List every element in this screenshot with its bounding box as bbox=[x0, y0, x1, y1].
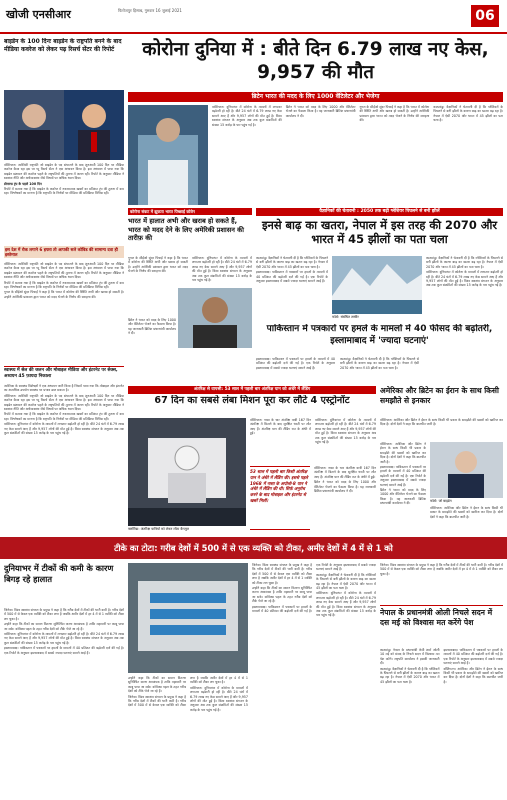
iran-headline-box bbox=[380, 386, 503, 416]
health-body-text-4: वाशिंगटन। दुनियाभर में कोरोना के मामलों में लगातार बढ़ोतरी हो रही है। बीते 24 घंटों में 6.79 लाख नए केस सामने आए हैं और 9,957 लोगों की मौत हुई है। विश्व स्वास्थ्य संगठन के अनुसार अब तक कुल संक्रमितों की संख्या 15 करोड़ के पार पहुंच गई है। bbox=[4, 422, 124, 436]
biden-photo-svg bbox=[430, 442, 503, 498]
astronaut-caption-text: फ्लोरिडा: अंतरिक्ष यात्रियों को लेकर लौटा कैप्सूल bbox=[128, 527, 189, 531]
corona-photo bbox=[128, 105, 208, 205]
vaccine-body-left-text: जिनेवा। विश्व स्वास्थ्य संगठन के प्रमुख ने कहा है कि गरीब देशों में टीकों की भारी कमी है। गरीब देशों में 500 में से केवल एक व्यक्ति को टीका लगा है जबकि अमीर देशों में हर 4 में से 1 व्यक्ति को टीका लग चुका है। bbox=[4, 608, 124, 621]
corona-body-text-2: ब्रिटेन ने भारत को मदद के लिए 1000 और वेंटिलेटर भेजने का फैसला किया है। यह जानकारी ब्रिटिश प्रधानमंत्री कार्यालय ने दी। bbox=[285, 105, 356, 118]
vaccine-headline-box bbox=[4, 563, 124, 603]
nepal-body-text-2: काठमांडू। वैज्ञानिकों ने चेतावनी दी है कि ग्लेशियरों के पिघलने से बनी झीलों के कारण बाढ़ का खतरा बढ़ रहा है। नेपाल में ऐसी 2070 और भारत में 45 झीलों का पता चला है। bbox=[380, 666, 440, 684]
vaccine-body-right bbox=[252, 563, 376, 796]
vaccine-body-left-text-3: वाशिंगटन। दुनियाभर में कोरोना के मामलों में लगातार बढ़ोतरी हो रही है। बीते 24 घंटों में 6.79 लाख नए केस सामने आए हैं और 9,957 लोगों की मौत हुई है। विश्व स्वास्थ्य संगठन के अनुसार अब तक कुल संक्रमितों की संख्या 15 करोड़ के पार पहुंच गई है। bbox=[4, 632, 124, 645]
iran-body-text: वॉशिंगटन। अमेरिका और ब्रिटेन ने ईरान के साथ किसी भी प्रकार के समझौते की खबरों को खारिज कर दिया है। दोनों देशों ने कहा कि बातचीत जारी है। bbox=[380, 418, 503, 427]
biden-photo-caption bbox=[430, 499, 503, 505]
vaccine-body-left bbox=[4, 608, 124, 796]
glacier-caption bbox=[332, 315, 422, 323]
astronaut-photo bbox=[128, 418, 246, 526]
glacier-body-text-2: इस्लामाबाद। पाकिस्तान में पत्रकारों पर हमलों के मामलों में 40 प्रतिशत की बढ़ोतरी दर्ज की गई है। एक रिपोर्ट के अनुसार इस्लामाबाद में सबसे ज्यादा घटनाएं सामने आई हैं। bbox=[256, 270, 328, 284]
space-quote-box bbox=[250, 466, 310, 530]
biden-body bbox=[4, 163, 124, 243]
corona-banner bbox=[128, 92, 503, 102]
glacier-headline: इनसे बाढ़ का खतरा, नेपाल में इस तरह की 2070 और भारत में 45 झीलों का पता चला bbox=[261, 218, 498, 246]
pichai-body-text-3: ब्रिटेन ने भारत को मदद के लिए 1000 और वेंटिलेटर भेजने का फैसला किया है। यह जानकारी ब्रिटिश प्रधानमंत्री कार्यालय ने दी। bbox=[128, 318, 176, 336]
astronaut-caption bbox=[128, 527, 246, 533]
iran-body-left-text-3: ब्रिटेन ने भारत को मदद के लिए 1000 और वेंटिलेटर भेजने का फैसला किया है। यह जानकारी ब्रिटिश प्रधानमंत्री कार्यालय ने दी। bbox=[380, 488, 426, 506]
space-banner-text: अंतरिक्ष से वापसी: 53 साल में पहली बार अंतरिक्ष यान को अंधेरे में लैंडिंग bbox=[193, 387, 311, 392]
glacier-body bbox=[256, 256, 328, 322]
glacier-headline-box bbox=[256, 218, 503, 252]
vaccine-headline: दुनियाभर में टीकों की कमी के कारण बिगड़ रहे हालात bbox=[4, 563, 114, 584]
pichai-body-2 bbox=[128, 318, 176, 348]
iran-body bbox=[380, 418, 503, 440]
vaccine-photo bbox=[128, 563, 248, 673]
space-quote: 53 साल में पहली बार किसी अंतरिक्ष यान ने अंधेरे में लैंडिंग की। इससे पहले 1968 में नासा के अपोलो-8 यान ने अंधेरे में लैंडिंग की थी। सिर्फ़ अनुरोध करने के बाद मोबाइल और इंटरनेट से खबरें मिलीं। bbox=[250, 469, 308, 503]
nepal-body bbox=[380, 648, 503, 796]
page-header bbox=[0, 0, 507, 34]
glacier-photo-svg bbox=[332, 256, 422, 314]
vaccine-body-left-text-4: इस्लामाबाद। पाकिस्तान में पत्रकारों पर हमलों के मामलों में 40 प्रतिशत की बढ़ोतरी दर्ज की गई है। एक रिपोर्ट के अनुसार इस्लामाबाद में सबसे ज्यादा घटनाएं सामने आई हैं। bbox=[4, 646, 124, 655]
vaccine-body-left-text-2: उन्होंने कहा कि टीकों का समान वितरण सुनिश्चित करना आवश्यक है ताकि महामारी पर काबू पाया जा सके। कोवैक्स पहल के तहत गरीब देशों को टीके भेजे जा रहे हैं। bbox=[4, 622, 124, 631]
corona-body-text-3: गूगल के सीईओ सुंदर पिचाई ने कहा है कि भारत में कोरोना की स्थिति अभी और खराब हो सकती है। उन्होंने अमेरिकी प्रशासन द्वारा भारत को मदद भेजने के निर्णय की सराहना की। bbox=[359, 105, 430, 123]
brand-name: खोजी एनसीआर bbox=[6, 8, 71, 21]
corona-headline: कोरोना दुनिया में : बीते दिन 6.79 लाख नए केस, 9,957 की मौत bbox=[142, 39, 489, 83]
space-body-2 bbox=[314, 466, 376, 530]
health-headline: स्वास्थ्य में सेल की जलन और मोबाइल मीडिया और इंटरनेट पर सेक्स, अध्ययन 45 फ़ायदा निकाला bbox=[4, 368, 118, 379]
health-article-header bbox=[4, 366, 124, 382]
pakistan-body-text-2: काठमांडू। वैज्ञानिकों ने चेतावनी दी है कि ग्लेशियरों के पिघलने से बनी झीलों के कारण बाढ़ का खतरा बढ़ रहा है। नेपाल में ऐसी 2070 और भारत में 45 झीलों का पता चला है। bbox=[340, 357, 419, 370]
iran-body-left bbox=[380, 442, 426, 530]
pichai-banner-text: कोरोना संकट में झुकता भारत पिच्छाई कोवेन bbox=[130, 209, 195, 214]
pichai-body-text: गूगल के सीईओ सुंदर पिचाई ने कहा है कि भारत में कोरोना की स्थिति अभी और खराब हो सकती है। उन्होंने अमेरिकी प्रशासन द्वारा भारत को मदद भेजने के निर्णय की सराहना की। bbox=[128, 256, 188, 274]
page-number: 06 bbox=[471, 5, 499, 27]
left-col-body bbox=[4, 262, 124, 362]
pichai-banner bbox=[128, 208, 252, 215]
shaded-headline: इस देश में रोक लगाने 6 हफ्ता तो आपकी सले कोविड की सामान्य दवा ही इस्तेमाल bbox=[5, 247, 118, 257]
pakistan-body-text: इस्लामाबाद। पाकिस्तान में पत्रकारों पर हमलों के मामलों में 40 प्रतिशत की बढ़ोतरी दर्ज की गई है। एक रिपोर्ट के अनुसार इस्लामाबाद में सबसे ज्यादा घटनाएं सामने आई हैं। bbox=[256, 357, 335, 370]
left-col-text-2: रिपोर्ट में बताया गया है कि बाइडेन के कवरेज में नकारात्मक खबरों का प्रतिशत ट्रंप की तुलना में कम रहा। विश्लेषकों का मानना है कि राष्ट्रपति के निर्णयों पर मीडिया की प्रतिक्रिया विभिन्न रही। bbox=[4, 280, 124, 290]
vaccine-body-center-text: उन्होंने कहा कि टीकों का समान वितरण सुनिश्चित करना आवश्यक है ताकि महामारी पर काबू पाया जा सके। कोवैक्स पहल के तहत गरीब देशों को टीके भेजे जा रहे हैं। bbox=[128, 676, 186, 694]
nepal-body-text: काठमांडू। नेपाल के प्रधानमंत्री केपी शर्मा ओली 10 मई को संसद के निचले सदन में विश्वास मत पेश करेंगे। राष्ट्रपति कार्यालय ने इसकी जानकारी दी। bbox=[380, 648, 440, 666]
vaccine-banner-text: टीके का टोटा: गरीब देशों में 500 में से एक व्यक्ति को टीका, अमीर देशों में 4 में से 1 को bbox=[114, 543, 393, 553]
space-headline: 67 दिन का सबसे लंबा मिशन पूरा कर लौटे 4 एस्ट्रोनॉट bbox=[154, 395, 350, 406]
health-body-text-3: रिपोर्ट में बताया गया है कि बाइडेन के कवरेज में नकारात्मक खबरों का प्रतिशत ट्रंप की तुलना में कम रहा। विश्लेषकों का मानना है कि राष्ट्रपति के निर्णयों पर मीडिया की प्रतिक्रिया विभिन्न रही। bbox=[4, 412, 124, 421]
space-body bbox=[250, 418, 376, 464]
corona-photo-svg bbox=[128, 105, 208, 205]
left-col-text: वॉशिंगटन। अमेरिकी राष्ट्रपति जो बाइडेन के पद संभालने के बाद शुरुआती 100 दिन पर मीडिया कवरेज कैसा रहा इस पर प्यू रिसर्च सेंटर ने एक अध्ययन किया है। इस अध्ययन में पाया गया कि बाइडेन प्रशासन की कवरेज पहले के राष्ट्रपतियों की तुलना में अलग रही। रिपोर्ट के अनुसार मीडिया ने स्वास्थ्य नीति और अर्थव्यवस्था जैसे विषयों पर अधिक ध्यान दिया। bbox=[4, 262, 124, 280]
health-body-text-2: वॉशिंगटन। अमेरिकी राष्ट्रपति जो बाइडेन के पद संभालने के बाद शुरुआती 100 दिन पर मीडिया कवरेज कैसा रहा इस पर प्यू रिसर्च सेंटर ने एक अध्ययन किया है। इस अध्ययन में पाया गया कि बाइडेन प्रशासन की कवरेज पहले के राष्ट्रपतियों की तुलना में अलग रही। रिपोर्ट के अनुसार मीडिया ने स्वास्थ्य नीति और अर्थव्यवस्था जैसे विषयों पर अधिक ध्यान दिया। bbox=[4, 393, 124, 412]
biden-trump-photo bbox=[4, 90, 124, 160]
vaccine-body-right-text-2: उन्होंने कहा कि टीकों का समान वितरण सुनिश्चित करना आवश्यक है ताकि महामारी पर काबू पाया जा सके। कोवैक्स पहल के तहत गरीब देशों को टीके भेजे जा रहे हैं। bbox=[252, 586, 312, 604]
pichai-body-text-2: वाशिंगटन। दुनियाभर में कोरोना के मामलों में लगातार बढ़ोतरी हो रही है। बीते 24 घंटों में 6.79 लाख नए केस सामने आए हैं और 9,957 लोगों की मौत हुई है। विश्व स्वास्थ्य संगठन के अनुसार अब तक कुल संक्रमितों की संख्या 15 करोड़ के पार पहुंच गई है। bbox=[192, 256, 252, 283]
vaccine-banner bbox=[0, 537, 507, 559]
pakistan-headline-box bbox=[256, 324, 503, 356]
space-headline-box bbox=[128, 395, 376, 415]
corona-body bbox=[212, 105, 503, 205]
vaccine-body-far-right bbox=[380, 563, 503, 603]
glacier-body-right-text-2: वाशिंगटन। दुनियाभर में कोरोना के मामलों में लगातार बढ़ोतरी हो रही है। बीते 24 घंटों में 6.79 लाख नए केस सामने आए हैं और 9,957 लोगों की मौत हुई है। विश्व स्वास्थ्य संगठन के अनुसार अब तक कुल संक्रमितों की संख्या 15 करोड़ के पार पहुंच गई है। bbox=[426, 270, 503, 288]
glacier-caption-text: फोटो: संबंधित तस्वीर bbox=[332, 315, 359, 319]
corona-headline-box bbox=[128, 38, 503, 90]
space-body-text-2: वाशिंगटन। दुनियाभर में कोरोना के मामलों में लगातार बढ़ोतरी हो रही है। बीते 24 घंटों में 6.79 लाख नए केस सामने आए हैं और 9,957 लोगों की मौत हुई है। विश्व स्वास्थ्य संगठन के अनुसार अब तक कुल संक्रमितों की संख्या 15 करोड़ के पार पहुंच गई है। bbox=[315, 418, 376, 445]
vaccine-body-right-text: जिनेवा। विश्व स्वास्थ्य संगठन के प्रमुख ने कहा है कि गरीब देशों में टीकों की भारी कमी है। गरीब देशों में 500 में से केवल एक व्यक्ति को टीका लगा है जबकि अमीर देशों में हर 4 में से 1 व्यक्ति को टीका लग चुका है। bbox=[252, 563, 312, 585]
dateline: फिरोजपुर हिसाब, गुरुवार 16 जुलाई 2021 bbox=[118, 8, 182, 13]
space-body-text-4: ब्रिटेन ने भारत को मदद के लिए 1000 और वेंटिलेटर भेजने का फैसला किया है। यह जानकारी ब्रिटिश प्रधानमंत्री कार्यालय ने दी। bbox=[314, 480, 376, 494]
space-body-text: वॉशिंगटन। नासा के चार अंतरिक्ष यात्री 167 दिन अंतरिक्ष में बिताने के बाद सुरक्षित धरती पर लौट आए हैं। अंतरिक्ष यान की लैंडिंग रात के अंधेरे में हुई। bbox=[250, 418, 311, 436]
space-body-text-3: वॉशिंगटन। नासा के चार अंतरिक्ष यात्री 167 दिन अंतरिक्ष में बिताने के बाद सुरक्षित धरती पर लौट आए हैं। अंतरिक्ष यान की लैंडिंग रात के अंधेरे में हुई। bbox=[314, 466, 376, 479]
vaccine-body-right-text-5: वाशिंगटन। दुनियाभर में कोरोना के मामलों में लगातार बढ़ोतरी हो रही है। बीते 24 घंटों में 6.79 लाख नए केस सामने आए हैं और 9,957 लोगों की मौत हुई है। विश्व स्वास्थ्य संगठन के अनुसार अब तक कुल संक्रमितों की संख्या 15 करोड़ के पार पहुंच गई है। bbox=[316, 591, 376, 618]
vaccine-body-right-text-4: काठमांडू। वैज्ञानिकों ने चेतावनी दी है कि ग्लेशियरों के पिघलने से बनी झीलों के कारण बाढ़ का खतरा बढ़ रहा है। नेपाल में ऐसी 2070 और भारत में 45 झीलों का पता चला है। bbox=[316, 572, 376, 591]
vaccine-body-right-text-3: इस्लामाबाद। पाकिस्तान में पत्रकारों पर हमलों के मामलों में 40 प्रतिशत की बढ़ोतरी दर्ज की गई है। एक रिपोर्ट के अनुसार इस्लामाबाद में सबसे ज्यादा घटनाएं सामने आई हैं। bbox=[252, 563, 376, 614]
iran-body-left-text: वॉशिंगटन। अमेरिका और ब्रिटेन ने ईरान के साथ किसी भी प्रकार के समझौते की खबरों को खारिज कर दिया है। दोनों देशों ने कहा कि बातचीत जारी है। bbox=[380, 442, 426, 464]
biden-photo bbox=[430, 442, 503, 498]
left-col-text-3: गूगल के सीईओ सुंदर पिचाई ने कहा है कि भारत में कोरोना की स्थिति अभी और खराब हो सकती है। उन्होंने अमेरिकी प्रशासन द्वारा भारत को मदद भेजने के निर्णय की सराहना की। bbox=[4, 290, 124, 299]
vaccine-photo-svg bbox=[128, 563, 248, 673]
health-body-text: अमेरिका के स्वास्थ्य विशेषज्ञों ने एक अध्ययन जारी किया है जिसमें पाया गया कि मोबाइल और इंटरनेट का अत्यधिक उपयोग स्वास्थ्य पर प्रभाव डाल सकता है। bbox=[4, 384, 124, 393]
nepal-headline-box bbox=[380, 605, 503, 645]
vaccine-body-center bbox=[128, 676, 248, 796]
corona-banner-text: ब्रिटेन भारत की मदद के लिए 1000 वेंटिलेटर और भेजेगा bbox=[251, 93, 380, 100]
nepal-body-text-4: वॉशिंगटन। अमेरिका और ब्रिटेन ने ईरान के साथ किसी भी प्रकार के समझौते की खबरों को खारिज कर दिया है। दोनों देशों ने कहा कि बातचीत जारी है। bbox=[443, 666, 503, 684]
biden-trump-photo-svg bbox=[4, 90, 124, 160]
vaccine-body-center-text-2: जिनेवा। विश्व स्वास्थ्य संगठन के प्रमुख ने कहा है कि गरीब देशों में टीकों की भारी कमी है। गरीब देशों में 500 में से केवल एक व्यक्ति को टीका लगा है जबकि अमीर देशों में हर 4 में से 1 व्यक्ति को टीका लग चुका है। bbox=[128, 676, 248, 708]
glacier-banner bbox=[256, 208, 503, 216]
iran-body-right-text: वॉशिंगटन। अमेरिका और ब्रिटेन ने ईरान के साथ किसी भी प्रकार के समझौते की खबरों को खारिज कर दिया है। दोनों देशों ने कहा कि बातचीत जारी है। bbox=[430, 506, 503, 519]
iran-body-left-text-2: इस्लामाबाद। पाकिस्तान में पत्रकारों पर हमलों के मामलों में 40 प्रतिशत की बढ़ोतरी दर्ज की गई है। एक रिपोर्ट के अनुसार इस्लामाबाद में सबसे ज्यादा घटनाएं सामने आई हैं। bbox=[380, 465, 426, 487]
pichai-photo bbox=[178, 288, 252, 348]
biden-body-text-2: रिपोर्ट में बताया गया है कि बाइडेन के कवरेज में नकारात्मक खबरों का प्रतिशत ट्रंप की तुलना में कम रहा। विश्लेषकों का मानना है कि राष्ट्रपति के निर्णयों पर मीडिया की प्रतिक्रिया विभिन्न रही। bbox=[4, 187, 124, 196]
pakistan-body bbox=[256, 357, 503, 383]
glacier-photo bbox=[332, 256, 422, 314]
pakistan-headline: पाकिस्तान में पत्रकारों पर हमले के मामलों में 40 फीसद की बढ़ोतरी, इस्लामाबाद में 'ज्यादा घटनाएं' bbox=[266, 324, 493, 346]
pichai-photo-svg bbox=[178, 288, 252, 348]
biden-headline: बाइडेन के 100 दिनः बाइडेन के राष्ट्रपति बनने के बाद मीडिया कवरेज को लेकर पढ़ रिसर्च सेंटर की रिपोर्ट bbox=[4, 38, 122, 53]
space-banner bbox=[128, 386, 376, 394]
corona-body-text-4: काठमांडू। वैज्ञानिकों ने चेतावनी दी है कि ग्लेशियरों के पिघलने से बनी झीलों के कारण बाढ़ का खतरा बढ़ रहा है। नेपाल में ऐसी 2070 और भारत में 45 झीलों का पता चला है। bbox=[433, 105, 503, 123]
pichai-headline-box bbox=[128, 217, 252, 253]
health-body bbox=[4, 384, 124, 514]
biden-body-text: वॉशिंगटन। अमेरिकी राष्ट्रपति जो बाइडेन के पद संभालने के बाद शुरुआती 100 दिन पर मीडिया कवरेज कैसा रहा इस पर प्यू रिसर्च सेंटर ने एक अध्ययन किया है। इस अध्ययन में पाया गया कि बाइडेन प्रशासन की कवरेज पहले के राष्ट्रपतियों की तुलना में अलग रही। रिपोर्ट के अनुसार मीडिया ने स्वास्थ्य नीति और अर्थव्यवस्था जैसे विषयों पर अधिक ध्यान दिया। bbox=[4, 163, 124, 181]
nepal-headline: नेपाल के प्रधानमंत्री ओली निचले सदन में दस मई को विश्वास मत करेंगे पेश bbox=[380, 608, 493, 627]
vaccine-body-center-text-3: वाशिंगटन। दुनियाभर में कोरोना के मामलों में लगातार बढ़ोतरी हो रही है। बीते 24 घंटों में 6.79 लाख नए केस सामने आए हैं और 9,957 लोगों की मौत हुई है। विश्व स्वास्थ्य संगठन के अनुसार अब तक कुल संक्रमितों की संख्या 15 करोड़ के पार पहुंच गई है। bbox=[190, 685, 248, 712]
astronaut-photo-svg bbox=[128, 418, 246, 526]
nepal-body-text-3: इस्लामाबाद। पाकिस्तान में पत्रकारों पर हमलों के मामलों में 40 प्रतिशत की बढ़ोतरी दर्ज की गई है। एक रिपोर्ट के अनुसार इस्लामाबाद में सबसे ज्यादा घटनाएं सामने आई हैं। bbox=[443, 648, 503, 666]
pichai-headline: भारत में हालात अभी और खराब हो सकते हैं, भारत को मदद देने के लिए अमेरिकी प्रशासन की तारीफ़ की bbox=[128, 217, 244, 242]
vaccine-body-far-right-text: जिनेवा। विश्व स्वास्थ्य संगठन के प्रमुख ने कहा है कि गरीब देशों में टीकों की भारी कमी है। गरीब देशों में 500 में से केवल एक व्यक्ति को टीका लगा है जबकि अमीर देशों में हर 4 में से 1 व्यक्ति को टीका लग चुका है। bbox=[380, 563, 503, 576]
corona-body-text: वाशिंगटन। दुनियाभर में कोरोना के मामलों में लगातार बढ़ोतरी हो रही है। बीते 24 घंटों में 6.79 लाख नए केस सामने आए हैं और 9,957 लोगों की मौत हुई है। विश्व स्वास्थ्य संगठन के अनुसार अब तक कुल संक्रमितों की संख्या 15 करोड़ के पार पहुंच गई है। bbox=[212, 105, 282, 127]
glacier-banner-text: वैज्ञानिकों की चेतावनी : 2050 तक बढ़ी ग्लेशियर पिघलने से बनी झीलें bbox=[319, 209, 440, 214]
biden-photo-caption-text: फोटो: जो बाइडेन bbox=[430, 499, 452, 503]
glacier-body-text: काठमांडू। वैज्ञानिकों ने चेतावनी दी है कि ग्लेशियरों के पिघलने से बनी झीलों के कारण बाढ़ का खतरा बढ़ रहा है। नेपाल में ऐसी 2070 और भारत में 45 झीलों का पता चला है। bbox=[256, 256, 328, 269]
iran-headline: अमेरिका और ब्रिटेन का ईरान के साथ किसी समझौते से इनकार bbox=[380, 386, 499, 405]
biden-subhead: डोनाल्ड ट्रंप के पहले 100 दिन bbox=[4, 181, 42, 186]
glacier-body-right bbox=[426, 256, 503, 322]
glacier-body-right-text: काठमांडू। वैज्ञानिकों ने चेतावनी दी है कि ग्लेशियरों के पिघलने से बनी झीलों के कारण बाढ़ का खतरा बढ़ रहा है। नेपाल में ऐसी 2070 और भारत में 45 झीलों का पता चला है। bbox=[426, 256, 503, 269]
iran-body-right bbox=[430, 506, 503, 530]
shaded-headline-box bbox=[4, 246, 124, 258]
